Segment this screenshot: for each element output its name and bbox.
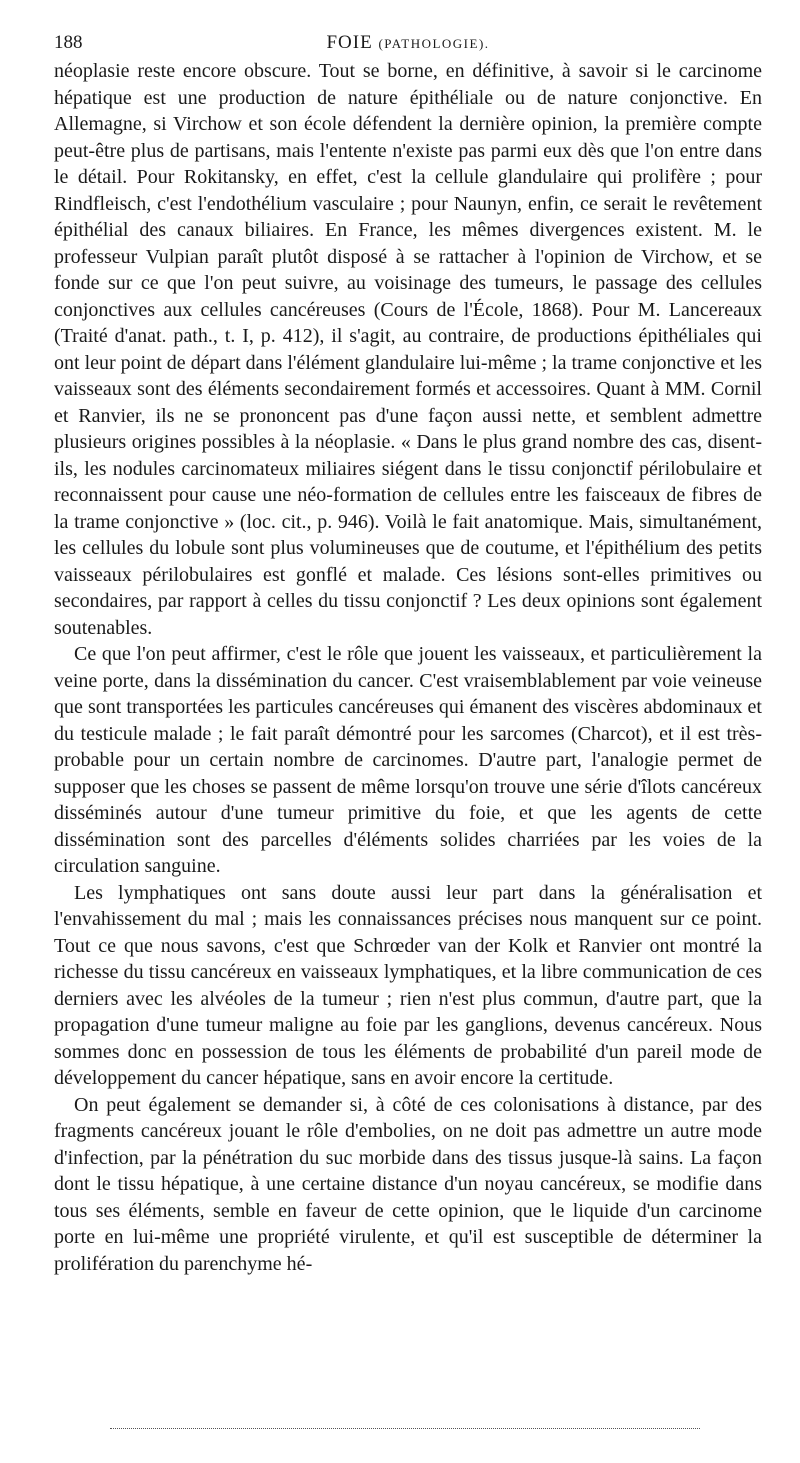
body-text bbox=[54, 58, 762, 1277]
page-number: 188 bbox=[54, 32, 83, 53]
paragraph-2: Ce que l'on peut affirmer, c'est le rôle que jouent les vaisseaux, et particulièrement la veine porte, dans la dissémination du cancer. C'est vraisemblablement par voie veineuse que sont transportées les particules cancéreuses qui émanent des viscères abdominaux et du testicule malade ; le fait paraît démontré pour les sarcomes (Charcot), et il est très-probable pour un certain nombre de carcinomes. D'autre part, l'analogie permet de supposer que les choses se passent de même lorsqu'on trouve une série d'îlots cancéreux disséminés autour d'une tumeur primitive du foie, et que les agents de cette dissémination sont des parcelles d'éléments solides charriées par les voies de la circulation sanguine. bbox=[54, 643, 762, 877]
running-header bbox=[54, 24, 762, 58]
paragraph-1: néoplasie reste encore obscure. Tout se borne, en définitive, à savoir si le carcinome hépatique est une production de nature épithéliale ou de nature conjonctive. En Allemagne, si Virchow et son école défendent la dernière opinion, la première compte peut-être plus de partisans, mais l'entente n'existe pas parmi eux dès que l'on entre dans le détail. Pour Rokitansky, en effet, c'est la cellule glandulaire qui prolifère ; pour Rindfleisch, c'est l'endothélium vasculaire ; pour Naunyn, enfin, ce serait le revêtement épithélial des canaux biliaires. En France, les mêmes divergences existent. M. le professeur Vulpian paraît plutôt disposé à se rattacher à l'opinion de Virchow, et se fonde sur ce que l'on peut suivre, au voisinage des tumeurs, le passage des cellules conjonctives aux cellules cancéreuses (Cours de l'École, 1868). Pour M. Lancereaux (Traité d'anat. path., t. I, p. 412), il s'agit, au contraire, de productions épithéliales qui ont leur point de départ dans l'élément glandulaire lui-même ; la trame conjonctive et les vaisseaux sont des éléments secondairement formés et accessoires. Quant à MM. Cornil et Ranvier, ils ne se prononcent pas d'une façon aussi nette, et semblent admettre plusieurs origines possibles à la néoplasie. « Dans le plus grand nombre des cas, disent-ils, les nodules carcinomateux miliaires siégent dans le tissu conjonctif périlobulaire et reconnaissent pour cause une néo-formation de cellules entre les faisceaux de fibres de la trame conjonctive » (loc. cit., p. 946). Voilà le fait anatomique. Mais, simultanément, les cellules du lobule sont plus volumineuses que de coutume, et l'épithélium des petits vaisseaux périlobulaires est gonflé et malade. Ces lésions sont-elles primitives ou secondaires, par rapport à celles du tissu conjonctif ? Les deux opinions sont également soutenables. bbox=[54, 60, 762, 639]
running-title-sub: (PATHOLOGIE). bbox=[378, 36, 490, 51]
paragraph-4: On peut également se demander si, à côté de ces colonisations à distance, par des fragments cancéreux jouant le rôle d'embolies, on ne doit pas admettre un autre mode d'infection, par la pénétration du suc morbide dans des tissus jusque-là sains. La façon dont le tissu hépatique, à une certaine distance d'un noyau cancéreux, se modifie dans tous ses éléments, semble en faveur de cette opinion, que le liquide d'un carcinome porte en lui-même une propriété virulente, et qu'il est susceptible de déterminer la prolifération du parenchyme hé- bbox=[54, 1093, 762, 1275]
running-title bbox=[54, 32, 762, 54]
footer-dotted-rule bbox=[110, 1428, 700, 1429]
paragraph-3: Les lymphatiques ont sans doute aussi leur part dans la généralisation et l'envahissement du mal ; mais les connaissances précises nous manquent sur ce point. Tout ce que nous savons, c'est que Schrœder van der Kolk et Ranvier ont montré la richesse du tissu cancéreux en vaisseaux lymphatiques, et la libre communication de ces derniers avec les alvéoles de la tumeur ; rien n'est plus commun, d'autre part, que la propagation d'une tumeur maligne au foie par les ganglions, devenus cancéreux. Nous sommes donc en possession de tous les éléments de probabilité d'un pareil mode de développement du cancer hépatique, sans en avoir encore la certitude. bbox=[54, 881, 762, 1089]
running-title-main: FOIE bbox=[326, 32, 373, 53]
